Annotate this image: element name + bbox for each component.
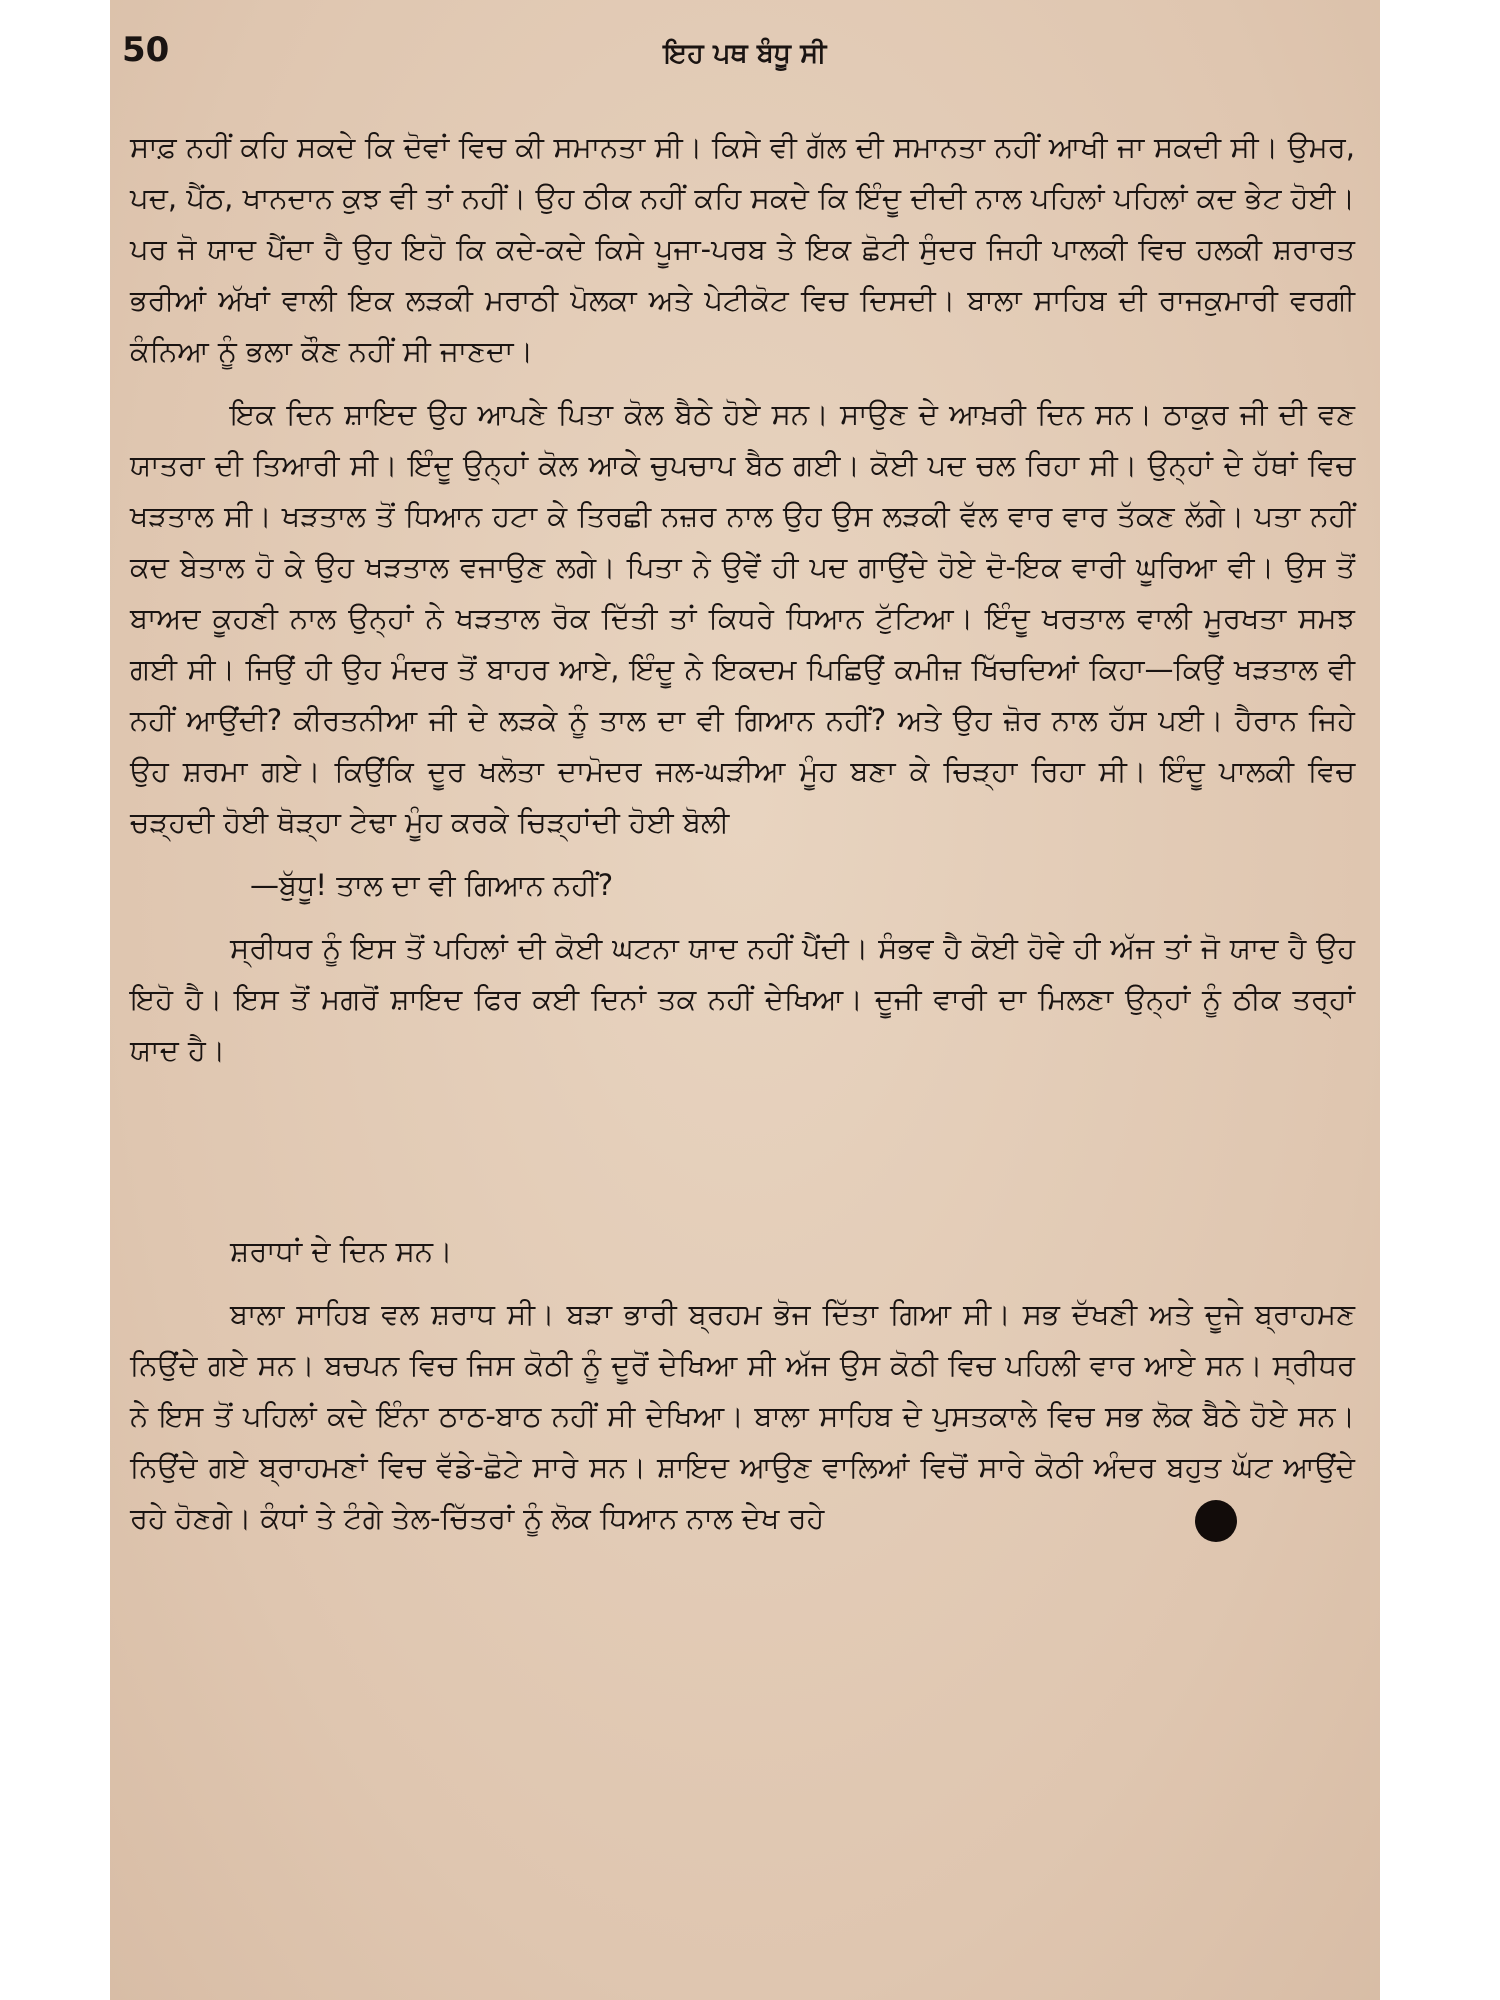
- paragraph-2: ਇਕ ਦਿਨ ਸ਼ਾਇਦ ਉਹ ਆਪਣੇ ਪਿਤਾ ਕੋਲ ਬੈਠੇ ਹੋਏ ਸਨ। ਸਾਉਣ ਦੇ ਆਖ਼ਰੀ ਦਿਨ ਸਨ। ਠਾਕੁਰ ਜੀ ਦੀ ਵਣ ਯਾਤਰਾ ਦੀ ਤਿਆਰੀ ਸੀ। ਇੰਦੂ ਉਨ੍ਹਾਂ ਕੋਲ ਆਕੇ ਚੁਪਚਾਪ ਬੈਠ ਗਈ। ਕੋਈ ਪਦ ਚਲ ਰਿਹਾ ਸੀ। ਉਨ੍ਹਾਂ ਦੇ ਹੱਥਾਂ ਵਿਚ ਖੜਤਾਲ ਸੀ। ਖੜਤਾਲ ਤੋਂ ਧਿਆਨ ਹਟਾ ਕੇ ਤਿਰਛੀ ਨਜ਼ਰ ਨਾਲ ਉਹ ਉਸ ਲੜਕੀ ਵੱਲ ਵਾਰ ਵਾਰ ਤੱਕਣ ਲੱਗੇ। ਪਤਾ ਨਹੀਂ ਕਦ ਬੇਤਾਲ ਹੋ ਕੇ ਉਹ ਖੜਤਾਲ ਵਜਾਉਣ ਲਗੇ। ਪਿਤਾ ਨੇ ਉਵੇਂ ਹੀ ਪਦ ਗਾਉਂਦੇ ਹੋਏ ਦੋ-ਇਕ ਵਾਰੀ ਘੂਰਿਆ ਵੀ। ਉਸ ਤੋਂ ਬਾਅਦ ਕੂਹਣੀ ਨਾਲ ਉਨ੍ਹਾਂ ਨੇ ਖੜਤਾਲ ਰੋਕ ਦਿੱਤੀ ਤਾਂ ਕਿਧਰੇ ਧਿਆਨ ਟੁੱਟਿਆ। ਇੰਦੂ ਖਰਤਾਲ ਵਾਲੀ ਮੂਰਖਤਾ ਸਮਝ ਗਈ ਸੀ। ਜਿਉਂ ਹੀ ਉਹ ਮੰਦਰ ਤੋਂ ਬਾਹਰ ਆਏ, ਇੰਦੂ ਨੇ ਇਕਦਮ ਪਿਛਿਉਂ ਕਮੀਜ਼ ਖਿੱਚਦਿਆਂ ਕਿਹਾ—ਕਿਉਂ ਖੜਤਾਲ ਵੀ ਨਹੀਂ ਆਉਂਦੀ? ਕੀਰਤਨੀਆ ਜੀ ਦੇ ਲੜਕੇ ਨੂੰ ਤਾਲ ਦਾ ਵੀ ਗਿਆਨ ਨਹੀਂ? ਅਤੇ ਉਹ ਜ਼ੋਰ ਨਾਲ ਹੱਸ ਪਈ। ਹੈਰਾਨ ਜਿਹੇ ਉਹ ਸ਼ਰਮਾ ਗਏ। ਕਿਉਂਕਿ ਦੂਰ ਖਲੋਤਾ ਦਾਮੋਦਰ ਜਲ-ਘੜੀਆ ਮੂੰਹ ਬਣਾ ਕੇ ਚਿੜ੍ਹਾ ਰਿਹਾ ਸੀ। ਇੰਦੂ ਪਾਲਕੀ ਵਿਚ ਚੜ੍ਹਦੀ ਹੋਈ ਥੋੜ੍ਹਾ ਟੇਢਾ ਮੂੰਹ ਕਰਕੇ ਚਿੜ੍ਹਾਂਦੀ ਹੋਈ ਬੋਲੀ: [130, 397, 1355, 839]
- page-body: [130, 122, 1355, 1544]
- paragraph-3: ਸ੍ਰੀਧਰ ਨੂੰ ਇਸ ਤੋਂ ਪਹਿਲਾਂ ਦੀ ਕੋਈ ਘਟਨਾ ਯਾਦ ਨਹੀਂ ਪੈਂਦੀ। ਸੰਭਵ ਹੈ ਕੋਈ ਹੋਵੇ ਹੀ ਅੱਜ ਤਾਂ ਜੋ ਯਾਦ ਹੈ ਉਹ ਇਹੋ ਹੈ। ਇਸ ਤੋਂ ਮਗਰੋਂ ਸ਼ਾਇਦ ਫਿਰ ਕਈ ਦਿਨਾਂ ਤਕ ਨਹੀਂ ਦੇਖਿਆ। ਦੂਜੀ ਵਾਰੀ ਦਾ ਮਿਲਣਾ ਉਨ੍ਹਾਂ ਨੂੰ ਠੀਕ ਤਰ੍ਹਾਂ ਯਾਦ ਹੈ।: [130, 931, 1355, 1067]
- page-number: 50: [122, 30, 170, 70]
- paragraph-4: ਬਾਲਾ ਸਾਹਿਬ ਵਲ ਸ਼ਰਾਧ ਸੀ। ਬੜਾ ਭਾਰੀ ਬ੍ਰਹਮ ਭੋਜ ਦਿੱਤਾ ਗਿਆ ਸੀ। ਸਭ ਦੱਖਣੀ ਅਤੇ ਦੂਜੇ ਬ੍ਰਾਹਮਣ ਨਿਉਂਦੇ ਗਏ ਸਨ। ਬਚਪਨ ਵਿਚ ਜਿਸ ਕੋਠੀ ਨੂੰ ਦੂਰੋਂ ਦੇਖਿਆ ਸੀ ਅੱਜ ਉਸ ਕੋਠੀ ਵਿਚ ਪਹਿਲੀ ਵਾਰ ਆਏ ਸਨ। ਸ੍ਰੀਧਰ ਨੇ ਇਸ ਤੋਂ ਪਹਿਲਾਂ ਕਦੇ ਇੰਨਾ ਠਾਠ-ਬਾਠ ਨਹੀਂ ਸੀ ਦੇਖਿਆ। ਬਾਲਾ ਸਾਹਿਬ ਦੇ ਪੁਸਤਕਾਲੇ ਵਿਚ ਸਭ ਲੋਕ ਬੈਠੇ ਹੋਏ ਸਨ। ਨਿਉਂਦੇ ਗਏ ਬ੍ਰਾਹਮਣਾਂ ਵਿਚ ਵੱਡੇ-ਛੋਟੇ ਸਾਰੇ ਸਨ। ਸ਼ਾਇਦ ਆਉਣ ਵਾਲਿਆਂ ਵਿਚੋਂ ਸਾਰੇ ਕੋਠੀ ਅੰਦਰ ਬਹੁਤ ਘੱਟ ਆਉਂਦੇ ਰਹੇ ਹੋਣਗੇ। ਕੰਧਾਂ ਤੇ ਟੰਗੇ ਤੇਲ-ਚਿੱਤਰਾਂ ਨੂੰ ਲੋਕ ਧਿਆਨ ਨਾਲ ਦੇਖ ਰਹੇ: [130, 1297, 1355, 1535]
- book-page: [110, 0, 1380, 2000]
- section-opening-line: ਸ਼ਰਾਧਾਂ ਦੇ ਦਿਨ ਸਨ।: [230, 1234, 453, 1268]
- running-title: ਇਹ ਪਥ ਬੰਧੂ ਸੀ: [663, 38, 827, 69]
- dialogue-line: —ਬੁੱਧੂ! ਤਾਲ ਦਾ ਵੀ ਗਿਆਨ ਨਹੀਂ?: [250, 868, 614, 902]
- paragraph-1: ਸਾਫ਼ ਨਹੀਂ ਕਹਿ ਸਕਦੇ ਕਿ ਦੋਵਾਂ ਵਿਚ ਕੀ ਸਮਾਨਤਾ ਸੀ। ਕਿਸੇ ਵੀ ਗੱਲ ਦੀ ਸਮਾਨਤਾ ਨਹੀਂ ਆਖੀ ਜਾ ਸਕਦੀ ਸੀ। ਉਮਰ, ਪਦ, ਪੈਂਠ, ਖਾਨਦਾਨ ਕੁਝ ਵੀ ਤਾਂ ਨਹੀਂ। ਉਹ ਠੀਕ ਨਹੀਂ ਕਹਿ ਸਕਦੇ ਕਿ ਇੰਦੂ ਦੀਦੀ ਨਾਲ ਪਹਿਲਾਂ ਪਹਿਲਾਂ ਕਦ ਭੇਟ ਹੋਈ। ਪਰ ਜੋ ਯਾਦ ਪੈਂਦਾ ਹੈ ਉਹ ਇਹੋ ਕਿ ਕਦੇ-ਕਦੇ ਕਿਸੇ ਪੂਜਾ-ਪਰਬ ਤੇ ਇਕ ਛੋਟੀ ਸੁੰਦਰ ਜਿਹੀ ਪਾਲਕੀ ਵਿਚ ਹਲਕੀ ਸ਼ਰਾਰਤ ਭਰੀਆਂ ਅੱਖਾਂ ਵਾਲੀ ਇਕ ਲੜਕੀ ਮਰਾਠੀ ਪੋਲਕਾ ਅਤੇ ਪੇਟੀਕੋਟ ਵਿਚ ਦਿਸਦੀ। ਬਾਲਾ ਸਾਹਿਬ ਦੀ ਰਾਜਕੁਮਾਰੀ ਵਰਗੀ ਕੰਨਿਆ ਨੂੰ ਭਲਾ ਕੌਣ ਨਹੀਂ ਸੀ ਜਾਣਦਾ।: [130, 130, 1355, 368]
- section-divider-dot: [1195, 1500, 1237, 1542]
- section-break: [130, 1076, 1355, 1226]
